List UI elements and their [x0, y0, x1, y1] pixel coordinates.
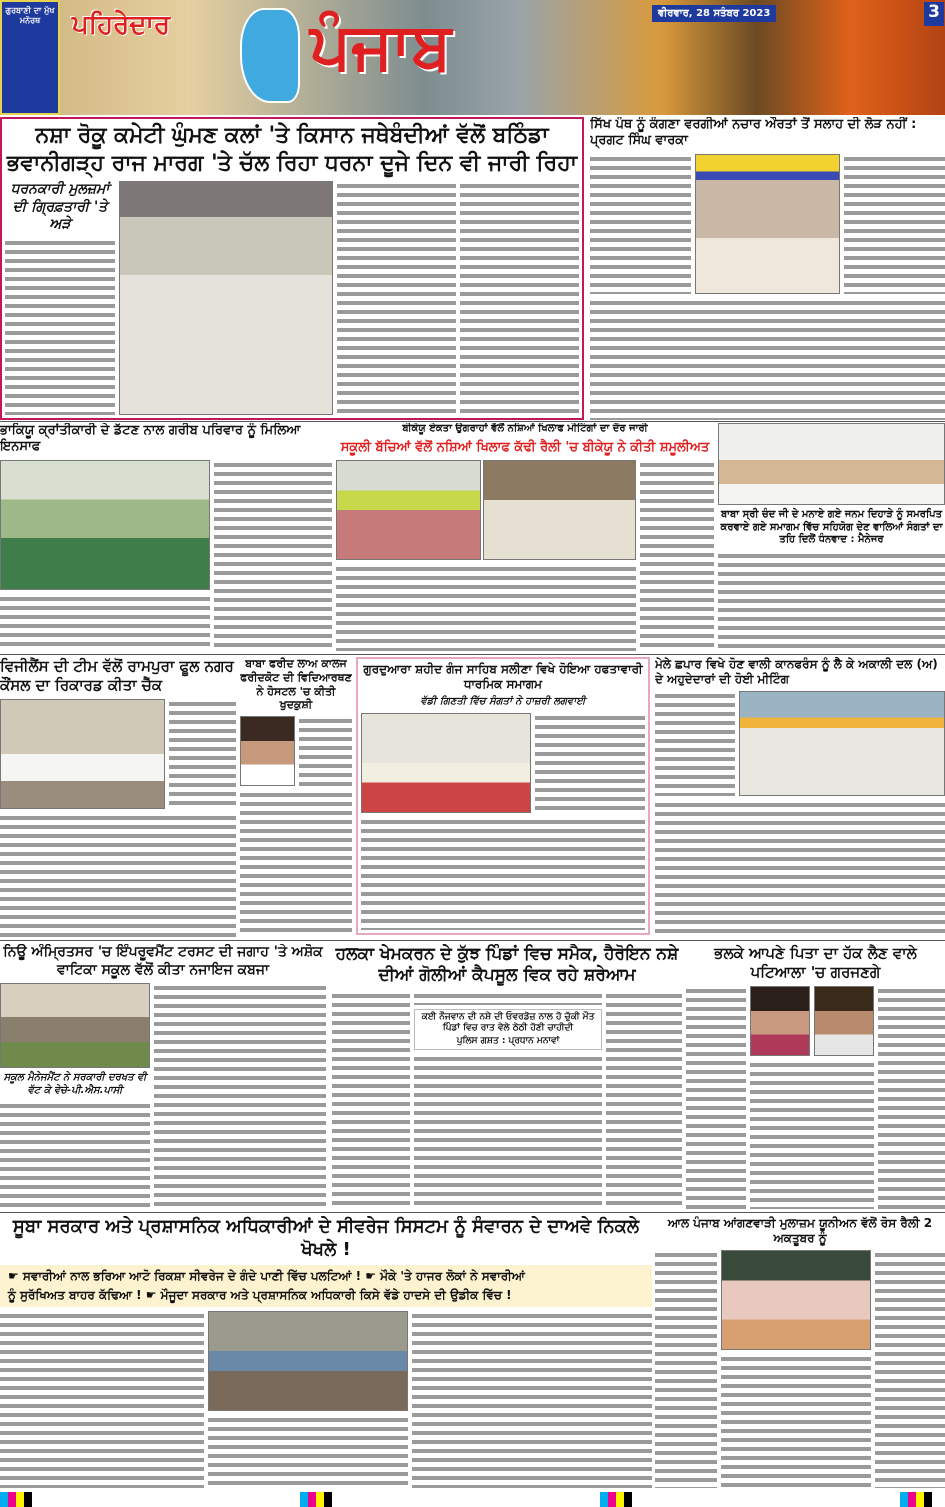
body-text: [336, 564, 636, 651]
photo-akali-leaders: [739, 691, 945, 796]
column: [208, 1311, 408, 1488]
headline: ਨਿਊ ਅੰਮ੍ਰਿਤਸਰ 'ਚ ਇੰਪਰੂਵਮੈਂਟ ਟਰਸਟ ਦੀ ਜਗਾਹ 'ਤੇ ਅਸ਼ੋਕ ਵਾਟਿਕਾ ਸਕੂਲ ਵੱਲੋਂ ਕੀਤਾ ਨਜਾਇਜ ਕਬਜਾ: [3, 944, 323, 978]
photo-meeting: [483, 460, 636, 560]
body-text: [337, 181, 456, 415]
body-text: [535, 713, 645, 813]
photo-anganwadi-workers: [721, 1250, 871, 1350]
body-text: [590, 298, 945, 421]
date-label: ਵੀਰਵਾਰ, 28 ਸਤੰਬਰ 2023: [652, 5, 776, 22]
story-school-rally: [336, 423, 714, 651]
column: [336, 460, 636, 651]
story-vigilance: [0, 657, 236, 937]
paper-name: ਪਹਿਰੇਦਾਰ: [72, 10, 170, 40]
body-text: [412, 1311, 652, 1488]
body-text: [0, 1311, 204, 1488]
photo-student: [240, 716, 295, 786]
column: [721, 1250, 871, 1488]
divider: [0, 654, 945, 655]
story-body: [361, 713, 645, 813]
headline: ਗੁਰਦੁਆਰਾ ਸ਼ਹੀਦ ਗੰਜ ਸਾਹਿਬ ਸਲੀਣਾ ਵਿਖੇ ਹੋਇਆ ਹਫਤਾਵਾਰੀ ਧਾਰਮਿਕ ਸਮਾਗਮ: [363, 662, 643, 691]
body-text: [214, 460, 332, 652]
body-text: [718, 551, 945, 652]
body-text: [878, 986, 945, 1210]
quote-text: ਕਈ ਨੌਜਵਾਨ ਦੀ ਨਸ਼ੇ ਦੀ ਓਵਰਡੋਜ਼ ਨਾਲ ਹੋ ਚੁੱਕੀ ਮੌਤ ਪਿੰਡਾਂ ਵਿਚ ਰਾਤ ਵੇਲੇ ਠੇਠੀ ਹੋਣੀ ਚਾਹੀਦੀ: [421, 1011, 595, 1033]
photo-man: [814, 986, 874, 1056]
story-akali-meeting: [655, 657, 945, 937]
body-text: [640, 460, 714, 651]
photo-religious-event: [361, 713, 531, 813]
story-gurdwara-salina: [356, 657, 650, 935]
body-text: [299, 716, 352, 786]
story-body: [332, 991, 682, 1210]
headline: ਬਾਬਾ ਫਰੀਦ ਲਾਅ ਕਾਲਜ ਫਰੀਦਕੋਟ ਦੀ ਵਿਦਿਆਰਥਣ ਨੇ ਹੋਸਟਲ 'ਚ ਕੀਤੀ ਖੁਦਕੁਸ਼ੀ: [240, 657, 352, 712]
body-text: [606, 991, 682, 1210]
body-text: [0, 813, 236, 938]
headline: ਸਿੱਖ ਪੰਥ ਨੂੰ ਕੰਗਣਾ ਵਰਗੀਆਂ ਨਚਾਰ ਔਰਤਾਂ ਤੋਂ ਸਲਾਹ ਦੀ ਲੋੜ ਨਹੀਂ : ਪ੍ਰਗਟ ਸਿੰਘ ਵਾਰਕਾ: [590, 117, 917, 149]
body-text: [154, 983, 326, 1209]
print-registration-bar: [0, 1492, 945, 1507]
column: [0, 460, 210, 652]
headline: ਨਸ਼ਾ ਰੋਕੂ ਕਮੇਟੀ ਘੁੰਮਣ ਕਲਾਂ 'ਤੇ ਕਿਸਾਨ ਜਥੇਬੰਦੀਆਂ ਵੱਲੋਂ ਬਠਿੰਡਾ ਭਵਾਨੀਗੜ੍ਹ ਰਾਜ ਮਾਰਗ 'ਤੇ ਚੱਲ ਰਿਹਾ ਧਰਨਾ ਦੂਜੇ ਦਿਨ ਵੀ ਜਾਰੀ ਰਿਹਾ: [6, 123, 578, 176]
headline: ਹਲਕਾ ਖੇਮਕਰਨ ਦੇ ਕੁੱਝ ਪਿੰਡਾਂ ਵਿਚ ਸਮੈਕ, ਹੈਰੋਇਨ ਨਸ਼ੇ ਦੀਆਂ ਗੋਲੀਆਂ ਕੈਪਸੂਲ ਵਿਕ ਰਹੇ ਸ਼ਰੇਆਮ: [335, 944, 679, 986]
story-body: [336, 460, 714, 651]
photo-rally: [336, 460, 481, 560]
body-text: [875, 1250, 945, 1488]
story-body: [0, 699, 236, 809]
story-patiala-protest: [686, 944, 945, 1209]
story-body: [655, 1250, 945, 1488]
body-text: [414, 1054, 602, 1209]
story-body: [0, 460, 332, 652]
body-text: [169, 699, 236, 809]
story-pragat-singh: [590, 117, 945, 420]
story-body: [686, 986, 945, 1210]
page-number: 3: [924, 2, 944, 26]
body-text: [686, 986, 746, 1210]
headline: ਬਾਬਾ ਸ੍ਰੀ ਚੰਦ ਜੀ ਦੇ ਮਨਾਏ ਗਏ ਜਨਮ ਦਿਹਾੜੇ ਨੂੰ ਸਮਰਪਿਤ ਕਰਵਾਏ ਗਏ ਸਮਾਗਮ ਵਿੱਚ ਸਹਿਯੋਗ ਦੇਣ ਵਾਲਿਆਂ ਸੰਗਤਾਂ ਦਾ ਤਹਿ ਦਿਲੋਂ ਧੰਨਵਾਦ : ਮੈਨੇਜਰ: [720, 509, 943, 545]
motto-box: [0, 0, 60, 115]
photo-strip: [336, 460, 636, 560]
body-text: [655, 800, 945, 937]
subhead: ਧਰਨਕਾਰੀ ਮੁਲਜ਼ਮਾਂ ਦੀ ਗ੍ਰਿਫ਼ਤਾਰੀ 'ਤੇ ਅੜੇ: [10, 181, 110, 232]
masthead: [0, 0, 945, 115]
body-text: [655, 691, 735, 796]
divider: [0, 940, 945, 941]
body-text: [460, 181, 579, 415]
quote-attribution: ਪੁਲਿਸ ਗਸ਼ਤ : ਪ੍ਰਧਾਨ ਮਨਾਵਾਂ: [456, 1036, 560, 1046]
headline: ਭਲਕੇ ਆਪਣੇ ਪਿਤਾ ਦਾ ਹੱਕ ਲੈਣ ਵਾਲੇ ਪਟਿਆਲਾ 'ਚ ਗਰਜਣਗੇ: [714, 944, 917, 981]
photo-auto-rickshaw: [208, 1311, 408, 1411]
story-body: [0, 1311, 652, 1488]
kicker: ਬੀਕੇਯੂ ਏਕਤਾ ਉਗਰਾਹਾਂ ਵੱਲੋਂ ਨਸ਼ਿਆਂ ਖਿਲਾਫ ਮੀਟਿੰਗਾਂ ਦਾ ਦੌਰ ਜਾਰੀ: [402, 423, 648, 434]
photo-office: [0, 699, 165, 809]
story-body: [240, 716, 352, 786]
headline: ਵਿਜੀਲੈਂਸ ਦੀ ਟੀਮ ਵੱਲੋਂ ਰਾਮਪੁਰਾ ਫੂਲ ਨਗਰ ਕੌਂਸਲ ਦਾ ਰਿਕਾਰਡ ਕੀਤਾ ਚੈੱਕ: [0, 657, 234, 694]
headline: ਆਲ ਪੰਜਾਬ ਆਂਗਣਵਾੜੀ ਮੁਲਾਜ਼ਮ ਯੂਨੀਅਨ ਵੱਲੋਂ ਰੋਸ ਰੈਲੀ 2 ਅਕਤੂਬਰ ਨੂੰ: [667, 1216, 933, 1245]
body-text: [590, 154, 691, 294]
body-text: [208, 1415, 408, 1488]
punjab-map-logo: [240, 8, 300, 103]
photo-site: [0, 983, 150, 1068]
body-text: [240, 790, 352, 937]
headline: ਭਾਕਿਯੂ ਕ੍ਰਾਂਤੀਕਾਰੀ ਦੇ ਡੱਟਣ ਨਾਲ ਗਰੀਬ ਪਰਿਵਾਰ ਨੂੰ ਮਿਲਿਆ ਇਨਸਾਫ: [0, 423, 301, 455]
story-body: [5, 181, 579, 415]
story-body: [0, 983, 326, 1209]
body-text: [5, 238, 115, 416]
pull-quote: [414, 1009, 602, 1051]
column: [414, 991, 602, 1210]
highlight-line: ਨੂੰ ਸੁਰੱਖਿਅਤ ਬਾਹਰ ਕੱਢਿਆ ! ☛ ਮੌਜੂਦਾ ਸਰਕਾਰ ਅਤੇ ਪ੍ਰਸ਼ਾਸਨਿਕ ਅਧਿਕਾਰੀ ਕਿਸੇ ਵੱਡੇ ਹਾਦਸੇ ਦੀ ਉਡੀਕ ਵਿੱਚ !: [8, 1288, 512, 1302]
body-text: [414, 991, 602, 1005]
story-bku-justice: [0, 423, 332, 651]
body-text: [844, 154, 945, 294]
story-farmers-dharna: [0, 117, 584, 420]
body-text: [0, 1101, 150, 1209]
story-student-suicide: [240, 657, 352, 937]
body-text: [332, 991, 410, 1210]
story-anganwadi-rally: [655, 1216, 945, 1488]
body-text: [361, 817, 645, 931]
body-text: [0, 594, 210, 652]
subhead: ਸਕੂਲ ਮੈਨੇਜਮੈਂਟ ਨੇ ਸਰਕਾਰੀ ਦਰਖਤ ਵੀ ਵੱਟ ਕੇ ਵੇਚੇ-ਪੀ.ਐਸ.ਪਾਸੀ: [3, 1072, 147, 1096]
photo-woman: [750, 986, 810, 1056]
column: [5, 181, 115, 415]
story-body: [655, 691, 945, 796]
story-ashok-vatika: [0, 944, 326, 1209]
story-body: [590, 154, 945, 294]
highlight-line: ☛ ਸਵਾਰੀਆਂ ਨਾਲ ਭਰਿਆ ਆਟੋ ਰਿਕਸ਼ਾ ਸੀਵਰੇਜ ਦੇ ਗੰਦੇ ਪਾਣੀ ਵਿੱਚ ਪਲਟਿਆਂ ! ☛ ਮੌਕੇ 'ਤੇ ਹਾਜਰ ਲੋਕਾਂ ਨੇ ਸਵਾਰੀਆਂ: [8, 1269, 525, 1283]
divider: [0, 421, 945, 422]
subhead: ਵੱਡੀ ਗਿਣਤੀ ਵਿੱਚ ਸੰਗਤਾਂ ਨੇ ਹਾਜ਼ਰੀ ਲਗਵਾਈ: [420, 696, 586, 707]
headline: ਸੂਬਾ ਸਰਕਾਰ ਅਤੇ ਪ੍ਰਸ਼ਾਸਨਿਕ ਅਧਿਕਾਰੀਆਂ ਦੇ ਸੀਵਰੇਜ ਸਿਸਟਮ ਨੂੰ ਸੰਵਾਰਨ ਦੇ ਦਾਅਵੇ ਨਿਕਲੇ ਖੋਖਲੇ !: [12, 1216, 640, 1260]
story-sewerage: [0, 1216, 652, 1488]
photo-gathering: [695, 154, 840, 294]
body-text: [655, 1250, 717, 1488]
motto: ਗੁਰਬਾਣੀ ਦਾ ਮੁੱਖ ਮਨੋਰਥ: [5, 6, 55, 25]
headline: ਸਕੂਲੀ ਬੱਚਿਆਂ ਵੱਲੋਂ ਨਸ਼ਿਆਂ ਖਿਲਾਫ ਕੱਢੀ ਰੈਲੀ 'ਚ ਬੀਕੇਯੂ ਨੇ ਕੀਤੀ ਸ਼ਮੂਲੀਅਤ: [340, 439, 710, 455]
photo-strip: [750, 986, 874, 1056]
body-text: [750, 1060, 874, 1210]
story-baba-sri-chand: [718, 423, 945, 651]
photo-sangat: [718, 423, 945, 505]
headline: ਮੇਲੇ ਛਪਾਰ ਵਿਖੇ ਹੋਣ ਵਾਲੀ ਕਾਨਫਰੰਸ ਨੂੰ ਲੈ ਕੇ ਅਕਾਲੀ ਦਲ (ਅ) ਦੇ ਅਹੁਦੇਦਾਰਾਂ ਦੀ ਹੋਈ ਮੀਟਿੰਗ: [655, 657, 938, 686]
column: [750, 986, 874, 1210]
section-title: ਪੰਜਾਬ: [310, 10, 452, 84]
body-text: [721, 1354, 871, 1488]
photo-protest: [119, 181, 333, 415]
photo-farmers: [0, 460, 210, 590]
highlights-box: [0, 1265, 652, 1307]
column: [0, 983, 150, 1209]
story-khemkaran-drugs: [332, 944, 682, 1209]
divider: [0, 1212, 945, 1213]
